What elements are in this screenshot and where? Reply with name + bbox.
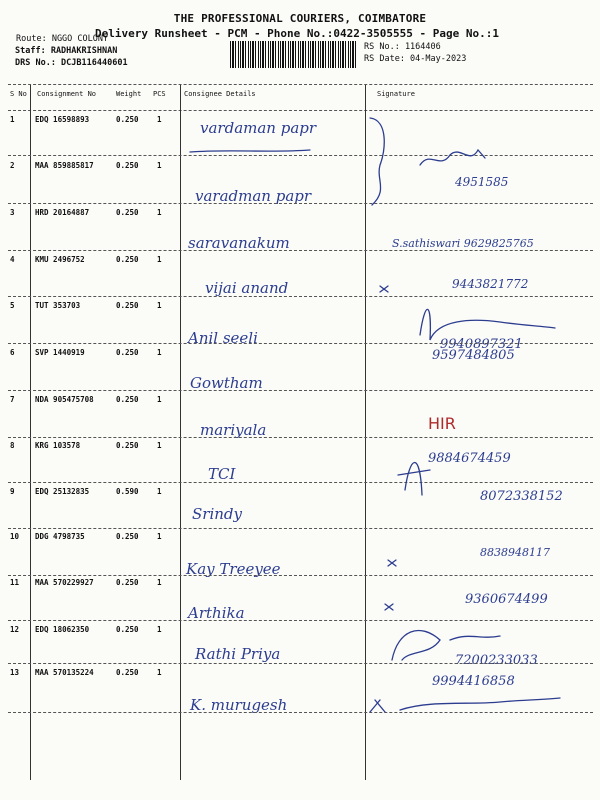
col-header-signature: Signature	[377, 90, 415, 98]
runsheet-subtitle: Delivery Runsheet - PCM - Phone No.:0422-3505555 - Page No.:1	[95, 27, 499, 40]
row-consignment: KRG 103578	[35, 441, 81, 450]
row-weight: 0.250	[116, 115, 139, 124]
consignee-name: K. murugesh	[190, 696, 288, 714]
signature-text: 9940897321	[440, 337, 523, 352]
row-sno: 11	[10, 578, 20, 587]
consignee-name: varadman papr	[195, 187, 312, 205]
company-title: THE PROFESSIONAL COURIERS, COIMBATORE	[173, 12, 427, 25]
signature-text: 9884674459	[428, 451, 511, 466]
row-consignment: EDQ 16598893	[35, 115, 90, 124]
signature-scribble	[420, 150, 485, 165]
row-sno: 13	[10, 668, 20, 677]
row-weight: 0.250	[116, 301, 139, 310]
row-consignment: MAA 859885817	[35, 161, 94, 170]
signature-text: 9597484805	[432, 348, 515, 363]
row-consignment: SVP 1440919	[35, 348, 85, 357]
row-weight: 0.250	[116, 625, 139, 634]
col-header-weight: Weight	[116, 90, 142, 98]
row-sno: 1	[10, 115, 15, 124]
row-pcs: 1	[157, 255, 162, 264]
rs-number: RS No.: 1164406	[364, 42, 441, 52]
row-pcs: 1	[157, 441, 162, 450]
consignee-name: Arthika	[188, 604, 245, 622]
row-pcs: 1	[157, 301, 162, 310]
row-sno: 8	[10, 441, 15, 450]
consignee-name: vijai anand	[205, 279, 289, 297]
staff-label: Staff: RADHAKRISHNAN	[15, 46, 118, 56]
row-weight: 0.250	[116, 348, 139, 357]
row-sno: 6	[10, 348, 15, 357]
consignee-name: Rathi Priya	[195, 645, 281, 663]
row-weight: 0.250	[116, 255, 139, 264]
col-header-sno: S No	[10, 90, 27, 98]
row-pcs: 1	[157, 668, 162, 677]
signature-text: 9994416858	[432, 674, 515, 689]
consignee-name: Kay Treeyee	[186, 560, 281, 578]
tick-mark	[385, 604, 393, 610]
row-weight: 0.250	[116, 532, 139, 541]
row-consignment: MAA 570229927	[35, 578, 94, 587]
row-consignment: NDA 905475708	[35, 395, 94, 404]
col-header-consignee: Consignee Details	[184, 90, 256, 98]
row-sno: 2	[10, 161, 15, 170]
col-header-consignment: Consignment No	[37, 90, 97, 98]
strikethrough-mark	[190, 150, 310, 152]
row-pcs: 1	[157, 578, 162, 587]
row-pcs: 1	[157, 348, 162, 357]
row-weight: 0.250	[116, 208, 139, 217]
row-pcs: 1	[157, 161, 162, 170]
row-weight: 0.250	[116, 668, 139, 677]
signature-scribble	[420, 309, 555, 340]
signature-text: 9443821772	[452, 277, 529, 291]
signature-text: 4951585	[455, 175, 509, 189]
row-consignment: KMU 2496752	[35, 255, 85, 264]
row-weight: 0.250	[116, 161, 139, 170]
consignee-name: vardaman papr	[200, 119, 317, 137]
signature-scribble	[392, 630, 500, 660]
signature-text: 7200233033	[455, 653, 538, 668]
brace-mark	[370, 118, 384, 205]
row-sno: 12	[10, 625, 20, 634]
consignee-name: Gowtham	[190, 374, 263, 392]
row-consignment: TUT 353703	[35, 301, 81, 310]
row-pcs: 1	[157, 487, 162, 496]
consignee-name: TCI	[208, 465, 236, 483]
row-pcs: 1	[157, 115, 162, 124]
row-sno: 5	[10, 301, 15, 310]
row-weight: 0.250	[116, 395, 139, 404]
consignee-name: saravanakum	[188, 234, 290, 252]
signature-text: 8072338152	[480, 489, 563, 504]
row-sno: 9	[10, 487, 15, 496]
row-weight: 0.590	[116, 487, 139, 496]
tick-mark	[380, 286, 388, 292]
row-sno: 3	[10, 208, 15, 217]
row-pcs: 1	[157, 532, 162, 541]
drs-number: DRS No.: DCJB116440601	[15, 58, 128, 68]
row-weight: 0.250	[116, 578, 139, 587]
consignee-name: Anil seeli	[188, 329, 258, 347]
row-sno: 10	[10, 532, 20, 541]
consignee-name: mariyala	[200, 421, 267, 439]
signature-scribble	[398, 463, 430, 496]
row-consignment: EDQ 18062350	[35, 625, 90, 634]
signature-text: S.sathiswari 9629825765	[392, 237, 534, 250]
signature-text: 8838948117	[480, 546, 550, 559]
tick-mark	[388, 560, 396, 566]
row-pcs: 1	[157, 208, 162, 217]
row-consignment: MAA 570135224	[35, 668, 94, 677]
rs-date: RS Date: 04-May-2023	[364, 54, 467, 64]
row-consignment: DDG 4798735	[35, 532, 85, 541]
consignee-name: Srindy	[192, 505, 242, 523]
route-label: Route: NGGO COLONY	[16, 34, 109, 44]
col-header-pcs: PCS	[153, 90, 166, 98]
signature-text: 9360674499	[465, 592, 548, 607]
row-sno: 4	[10, 255, 15, 264]
row-consignment: HRD 20164887	[35, 208, 90, 217]
row-pcs: 1	[157, 395, 162, 404]
signature-scribble	[370, 698, 560, 712]
row-sno: 7	[10, 395, 15, 404]
row-weight: 0.250	[116, 441, 139, 450]
row-consignment: EDQ 25132835	[35, 487, 90, 496]
hir-stamp: HIR	[428, 414, 456, 433]
row-pcs: 1	[157, 625, 162, 634]
